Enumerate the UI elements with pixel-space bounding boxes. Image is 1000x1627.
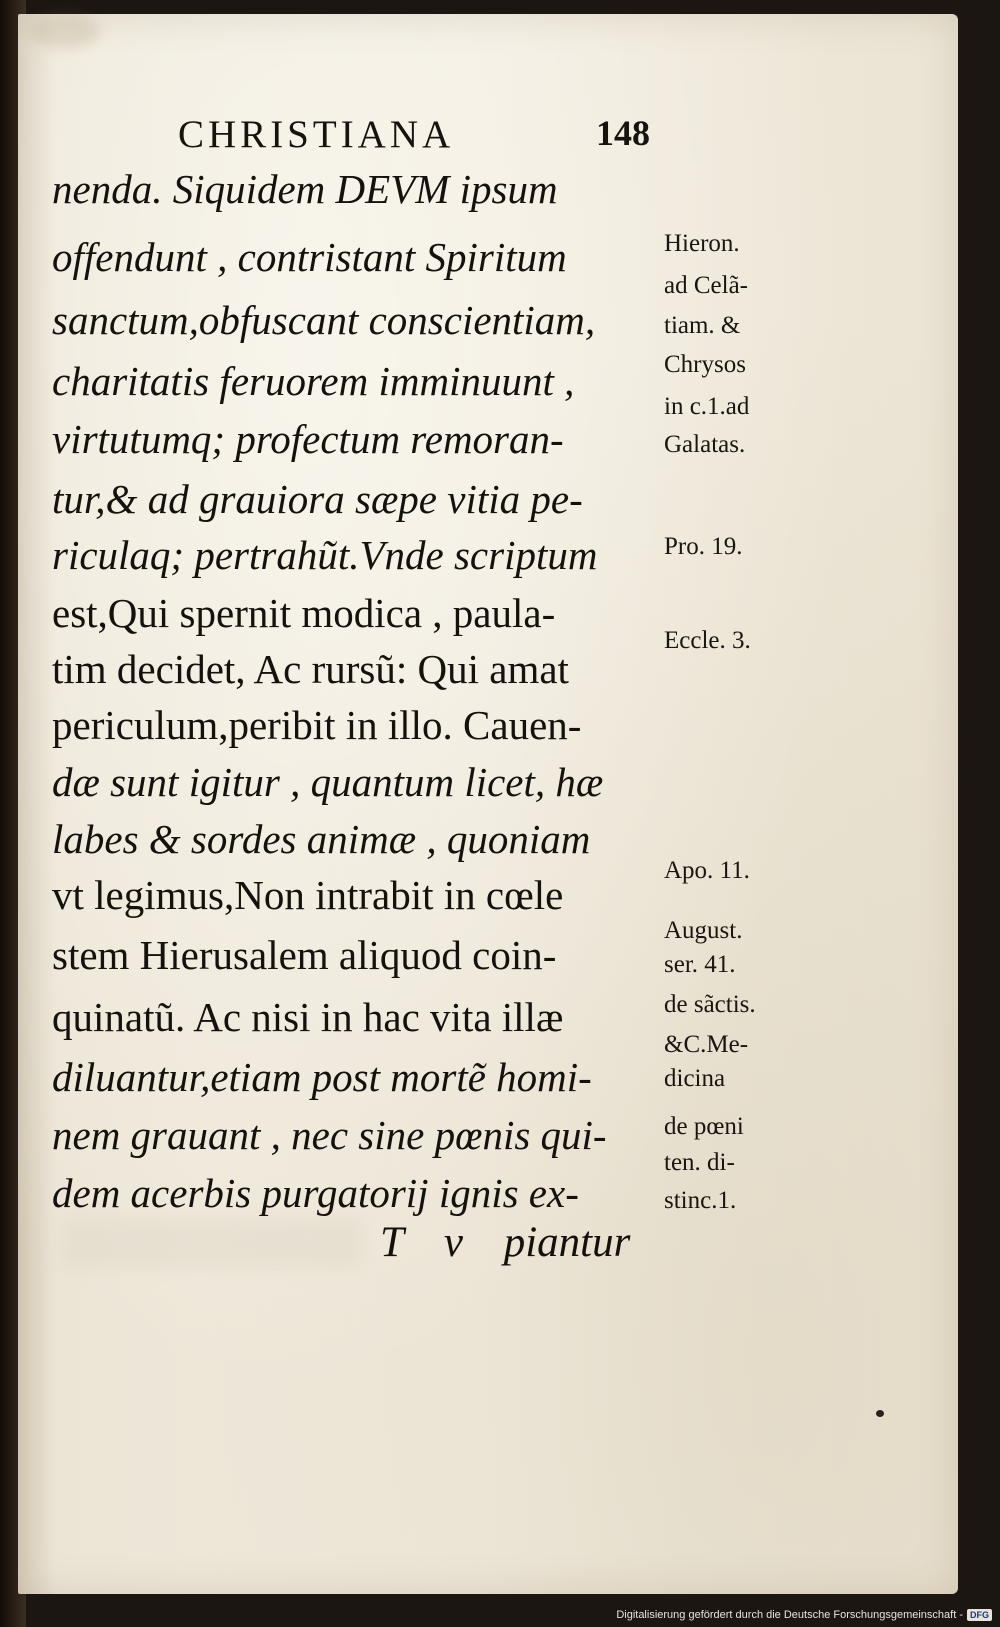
margin-note: Eccle. 3.: [664, 627, 751, 654]
margin-note: ser. 41.: [664, 951, 736, 978]
text-line: offendunt , contristant Spiritum: [52, 234, 567, 280]
page-number: 148: [596, 113, 650, 153]
text-line: stem Hierusalem aliquod coin-: [52, 932, 557, 978]
show-through-text: [62, 1218, 362, 1268]
margin-note: ad Celã-: [664, 272, 748, 299]
catchword: T v piantur: [380, 1219, 631, 1266]
margin-note: dicina: [664, 1065, 726, 1092]
margin-note: August.: [664, 917, 743, 944]
text-line: labes & sordes animæ , quoniam: [52, 816, 591, 862]
text-line: tim decidet, Ac rursũ: Qui amat: [52, 646, 569, 692]
margin-note: Apo. 11.: [664, 857, 750, 884]
text-line: dem acerbis purgatorij ignis ex-: [52, 1170, 579, 1216]
ink-speck: [876, 1410, 884, 1417]
text-line: nem grauant , nec sine pœnis qui-: [52, 1112, 607, 1158]
margin-note: Hieron.: [664, 230, 740, 257]
margin-note: tiam. &: [664, 312, 741, 339]
text-line: periculum,peribit in illo. Cauen-: [52, 702, 582, 748]
text-line: diluantur,etiam post mortẽ homi-: [52, 1054, 592, 1100]
text-line: sanctum,obfuscant conscientiam,: [52, 297, 596, 343]
credit-text: Digitalisierung gefördert durch die Deutsche Forschungsgemeinschaft -: [616, 1609, 963, 1621]
text-line: dæ sunt igitur , quantum licet, hæ: [52, 759, 604, 805]
text-line: riculaq; pertrahũt.Vnde scriptum: [52, 532, 598, 578]
dfg-logo: DFG: [967, 1609, 992, 1621]
text-line: tur,& ad grauiora sæpe vitia pe-: [52, 476, 583, 522]
margin-note: de sãctis.: [664, 991, 756, 1018]
paper-stain: [30, 14, 100, 48]
text-line: nenda. Siquidem DEVM ipsum: [52, 166, 558, 212]
margin-note: in c.1.ad: [664, 393, 750, 420]
digitization-credit: [616, 1606, 992, 1624]
margin-note: de pœni: [664, 1113, 744, 1140]
text-line: quinatũ. Ac nisi in hac vita illæ: [52, 994, 564, 1040]
margin-note: &C.Me-: [664, 1031, 749, 1058]
text-line: virtutumq; profectum remoran-: [52, 416, 564, 462]
margin-note: ten. di-: [664, 1149, 735, 1176]
margin-note: Chrysos: [664, 351, 746, 378]
text-line: vt legimus,Non intrabit in cœle: [52, 872, 564, 918]
margin-note: Pro. 19.: [664, 533, 743, 560]
running-title: CHRISTIANA: [178, 113, 455, 156]
text-line: est,Qui spernit modica , paula-: [52, 590, 556, 636]
margin-note: stinc.1.: [664, 1187, 737, 1214]
text-line: charitatis feruorem imminuunt ,: [52, 358, 575, 404]
margin-note: Galatas.: [664, 431, 746, 458]
